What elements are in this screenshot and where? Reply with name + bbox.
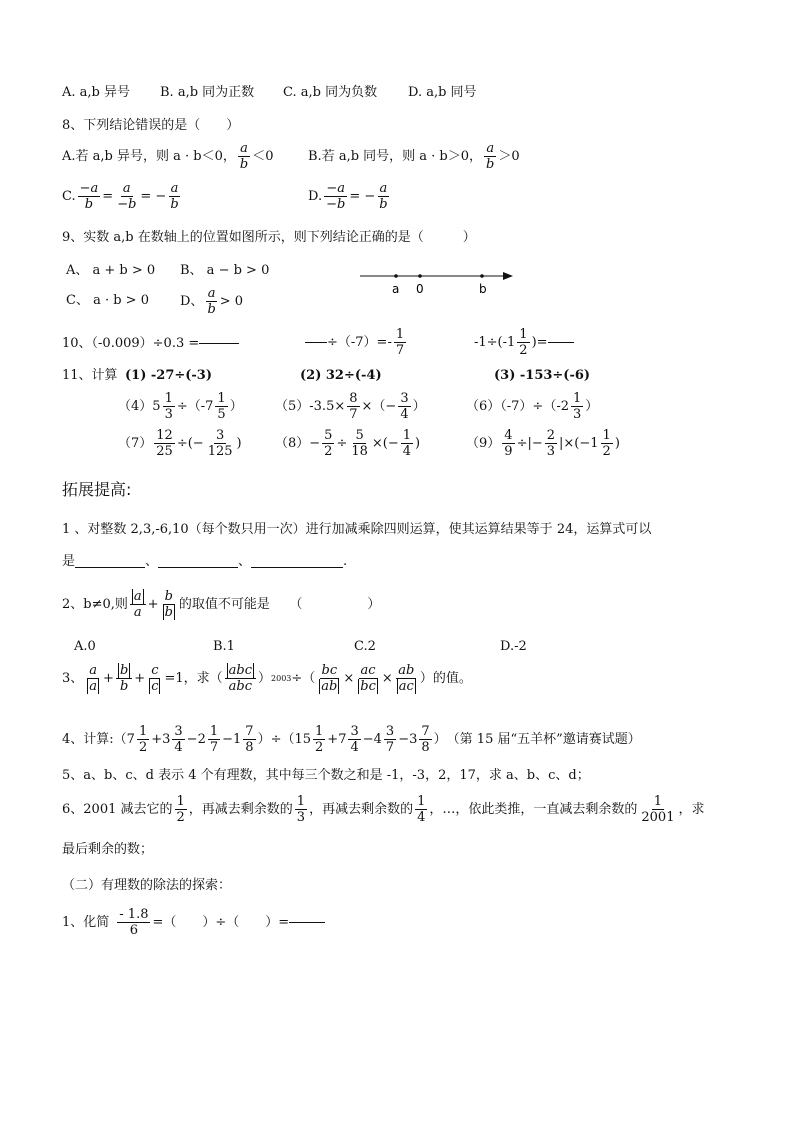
section-title: 拓展提高: — [62, 480, 132, 499]
q11-part-4-label: （4） — [118, 399, 153, 414]
q11-part-1: (1) -27÷(-3) — [125, 368, 212, 383]
q11-part-6-label: （6）（-7）÷（-2 — [466, 399, 569, 414]
q10-part3-text: -1÷(-1 — [474, 335, 516, 350]
ext-q4-prefix: 4、计算:（7 — [62, 732, 135, 747]
q11-part-9: （9） 4 9 ÷|− 2 3 |×(−1 1 2 ) — [466, 428, 620, 459]
part2-title: （二）有理数的除法的探索： — [62, 878, 232, 893]
answer-blank[interactable] — [289, 922, 325, 923]
q11-stem: 11、计算 — [62, 368, 118, 383]
label-zero: 0 — [416, 282, 424, 296]
q9-option-c: C、 a · b > 0 — [66, 293, 149, 308]
q11-part-9-label: （9） — [466, 436, 501, 451]
ext-q2-suffix: 的取值不可能是 （ ） — [178, 597, 381, 612]
q9-option-b: B、 a − b > 0 — [180, 263, 270, 278]
ext-q3-prefix: 3、 — [62, 671, 84, 686]
q9-option-d-suffix: > 0 — [219, 294, 244, 309]
ext-q6-c: ，再减去剩余数的 — [309, 802, 414, 817]
q8-stem: 8、下列结论错误的是（ ） — [62, 118, 240, 133]
q8-option-b-suffix: ＞0 — [498, 149, 520, 164]
ext-q2-option-a: A.0 — [74, 639, 96, 654]
q11-part-5: （5）-3.5× $\frac{8}{7}$ ×（− 3 4 ） — [275, 391, 426, 422]
ext-q6-b: ，再减去剩余数的 — [188, 802, 293, 817]
ext-q6-a: 6、2001 减去它的 — [62, 802, 173, 817]
explore-q1-suffix: =（ ）÷（ ）= — [152, 915, 290, 930]
q11-part-7-label: （7） — [118, 436, 153, 451]
fraction: a b — [379, 181, 388, 212]
q9-stem: 9、实数 a,b 在数轴上的位置如图所示，则下列结论正确的是（ ） — [62, 230, 476, 245]
q7-option-b: B. a,b 同为正数 — [160, 85, 255, 100]
ext-q1-line1: 1 、对整数 2,3,-6,10（每个数只用一次）进行加减乘除四则运算，使其运算结果等于 24，运算式可以 — [62, 522, 652, 537]
ext-q2-option-c: C.2 — [354, 639, 376, 654]
explore-q1-prefix: 1、化简 — [62, 915, 110, 930]
q8-option-a — [62, 142, 273, 171]
numerator: - 1.8 — [119, 907, 149, 922]
q11-part-8: （8）− $\frac{5}{2}$ ÷ 5 18 ×(− 1 4 ) — [275, 428, 421, 459]
ext-q2-prefix: 2、b≠0,则 — [62, 597, 128, 612]
fraction: a −b — [117, 181, 137, 212]
answer-blank[interactable] — [305, 342, 327, 343]
fraction-one-half: 1 2 — [519, 327, 528, 358]
arrow-head-icon — [503, 272, 513, 280]
q11-part-6: （6）（-7）÷（-2 1 3 ） — [466, 391, 599, 422]
q11-part-4: （4） 5 1 3 ÷（-7 1 5 ） — [118, 391, 243, 422]
ext-q1-line2: 是 、 、 . — [62, 554, 348, 569]
ext-q2: 2、b≠0,则 a a + b b 的取值不可能是 （ ） — [62, 589, 381, 620]
q9-option-a: A、 a + b > 0 — [66, 263, 156, 278]
q8-option-d: D. −a −b = − a b — [308, 181, 388, 212]
q7-option-a: A. a,b 异号 — [62, 85, 130, 100]
q11-part-5-label: （5）-3.5× — [275, 399, 346, 414]
q11-part-2: (2) 32÷(-4) — [300, 368, 382, 383]
q11-part-7: （7） 12 25 ÷(− 3 125 ) — [118, 428, 242, 459]
q8-option-a-suffix: ＜0 — [252, 149, 274, 164]
answer-blank[interactable] — [251, 567, 343, 568]
ext-q6-d: ，…，依此类推，一直减去剩余数的 — [429, 802, 638, 817]
q8-option-d-label: D. — [308, 189, 323, 204]
q8-option-b — [308, 142, 520, 171]
q10-part2 — [305, 328, 408, 357]
point-a — [394, 274, 398, 278]
point-b — [480, 274, 484, 278]
point-zero — [418, 274, 422, 278]
fraction-one-seventh: 1 7 — [395, 327, 405, 358]
fraction: a b — [170, 181, 179, 212]
ext-q6-e: ，求 — [678, 802, 705, 817]
q7-option-c: C. a,b 同为负数 — [283, 85, 378, 100]
fraction: −a −b — [326, 181, 346, 212]
q9-option-d-label: D、 — [180, 294, 204, 309]
answer-blank[interactable] — [548, 342, 574, 343]
fraction-a-over-b: a b — [207, 286, 216, 317]
ext-q2-option-d: D.-2 — [500, 639, 527, 654]
q8-option-c-label: C. — [62, 189, 76, 204]
q10-part1-text: 10、（-0.009）÷0.3 = — [62, 336, 200, 351]
explore-q1 — [62, 908, 325, 937]
answer-blank[interactable] — [199, 343, 239, 344]
q10-part3-suffix: )= — [531, 335, 548, 350]
denominator: 6 — [129, 923, 139, 938]
q10-part1 — [62, 337, 239, 350]
answer-blank[interactable] — [75, 567, 145, 568]
ext-q5: 5、a、b、c、d 表示 4 个有理数，其中每三个数之和是 -1，-3，2，17，求 a、b、c、d； — [62, 768, 590, 783]
fraction: −a b — [79, 181, 99, 212]
label-b: b — [479, 282, 487, 296]
number-line-diagram — [355, 266, 520, 296]
label-a: a — [392, 282, 400, 296]
ext-q3-end: ）的值。 — [419, 671, 472, 686]
q10-part3 — [474, 328, 574, 357]
fraction-neg-1-8-over-6 — [117, 908, 150, 937]
q11-part-8-label: （8）− — [275, 436, 321, 451]
q8-option-b-text: B.若 a,b 同号，则 a · b＞0， — [308, 149, 483, 164]
ext-q3-mid: =1，求（ — [164, 671, 223, 686]
q11-part-3: (3) -153÷(-6) — [494, 368, 591, 383]
q7-option-d: D. a,b 同号 — [408, 85, 477, 100]
ext-q4: 4、计算:（7 1 2 +3 3 4 −2 1 7 −1 7 8 ）÷（15 1 2 +7 3 4 −4 3 7 −3 7 8 ） （第 15 届“五羊杯”邀请赛试题） — [62, 724, 641, 755]
fraction-a-over-b: a b — [239, 141, 249, 172]
fraction-a-over-b: a b — [486, 141, 495, 172]
q8-option-c: C. −a b = a −b = − a b — [62, 181, 179, 212]
answer-blank[interactable] — [158, 567, 238, 568]
ext-q2-option-b: B.1 — [213, 639, 235, 654]
ext-q3: 3、 a a + b b + $\frac{c}{c}$ =1，求（ abc abc ） 2003 ÷（ bc ab × ac bc × ab ac ）的值。 — [62, 663, 472, 694]
q8-option-a-text: A.若 a,b 异号，则 a · b＜0， — [62, 149, 236, 164]
q9-option-d — [180, 287, 243, 316]
ext-q1-line2-prefix: 是 — [62, 554, 76, 569]
q10-part2-text: ÷（-7）=- — [327, 335, 392, 350]
ext-q6-line2: 最后剩余的数； — [62, 842, 154, 857]
ext-q6: 6、2001 减去它的 1 2 ，再减去剩余数的 1 3 ，再减去剩余数的 1 4 ，…，依此类推，一直减去剩余数的 1 2001 ，求 — [62, 794, 705, 825]
ext-q4-note: （第 15 届“五羊杯”邀请赛试题） — [446, 732, 641, 747]
ext-q3-exponent: 2003 — [271, 673, 292, 683]
